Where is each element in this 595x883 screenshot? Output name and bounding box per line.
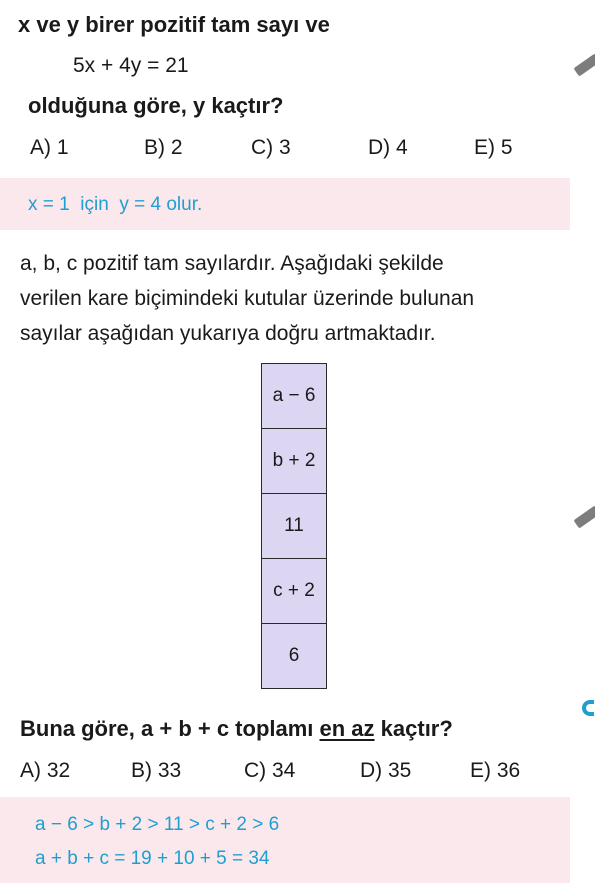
box-stack-figure xyxy=(261,363,327,689)
q2-option-e[interactable]: E) 36 xyxy=(470,759,521,782)
pencil-mark-icon xyxy=(573,505,595,528)
margin-arc-icon xyxy=(582,700,594,716)
q2-solution-line2: a + b + c = 19 + 10 + 5 = 34 xyxy=(35,848,270,869)
box-6: 6 xyxy=(261,623,327,689)
box-b-plus-2: b + 2 xyxy=(261,428,327,493)
q2-option-d[interactable]: D) 35 xyxy=(360,759,412,782)
q2-option-b[interactable]: B) 33 xyxy=(131,759,182,782)
q2-paragraph-line3: sayılar aşağıdan yukarıya doğru artmaktadır. xyxy=(20,322,436,345)
q2-option-a[interactable]: A) 32 xyxy=(20,759,71,782)
q2-solution-line1: a − 6 > b + 2 > 11 > c + 2 > 6 xyxy=(35,814,280,835)
q2-question-post: kaçtır? xyxy=(374,716,453,741)
q1-stem-line1: x ve y birer pozitif tam sayı ve xyxy=(18,12,330,37)
q1-option-d[interactable]: D) 4 xyxy=(368,136,408,159)
q2-option-c[interactable]: C) 34 xyxy=(244,759,296,782)
q2-paragraph-line1: a, b, c pozitif tam sayılardır. Aşağıdaki şekilde xyxy=(20,252,444,275)
q1-solution-text: x = 1 için y = 4 olur. xyxy=(28,194,203,215)
q1-option-b[interactable]: B) 2 xyxy=(144,136,183,159)
q1-stem-line2: olduğuna göre, y kaçtır? xyxy=(28,93,284,118)
q1-equation: 5x + 4y = 21 xyxy=(73,54,189,77)
q2-paragraph-line2: verilen kare biçimindeki kutular üzerinde bulunan xyxy=(20,287,475,310)
q1-option-e[interactable]: E) 5 xyxy=(474,136,513,159)
box-11: 11 xyxy=(261,493,327,558)
q2-solution-box xyxy=(0,797,570,883)
q2-question-underlined: en az xyxy=(319,716,375,741)
q1-option-c[interactable]: C) 3 xyxy=(251,136,291,159)
q2-question xyxy=(20,716,453,742)
box-c-plus-2: c + 2 xyxy=(261,558,327,623)
q2-question-pre: Buna göre, a + b + c toplamı xyxy=(20,716,320,741)
box-a-minus-6: a − 6 xyxy=(261,363,327,428)
pencil-mark-icon xyxy=(573,53,595,76)
q1-option-a[interactable]: A) 1 xyxy=(30,136,69,159)
